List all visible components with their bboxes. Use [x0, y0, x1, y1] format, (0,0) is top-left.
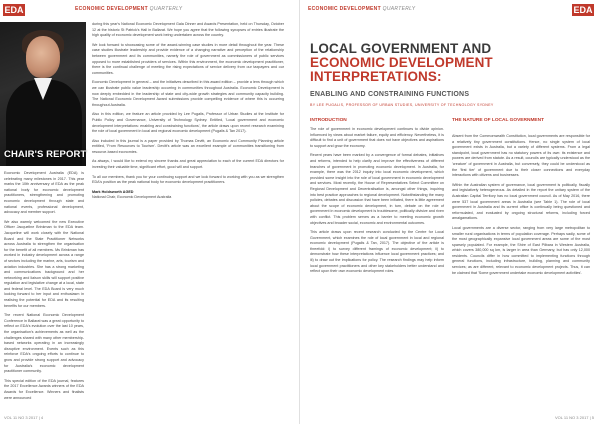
running-header-strong: ECONOMIC DEVELOPMENT — [308, 6, 381, 12]
paragraph: Local governments are a diverse sector, ranging from very large metropolitan to smaller rural organisations in terms of population coverage. Perhaps sadly, some of the most geographically expansive local government areas are some of the most sparsely populated. For example, the Shire of East Pilbara in Western Australia, which covers 380,000 sq km, is larger in area than Germany, but has only 12,000 residents. Councils differ in how committed to implementing functions through general functions, including infrastructure, building, planning and community services; as are different, relevant to economic development projects. Thus, it can be claimed that 'Some government undertake economic development activities'. — [452, 225, 590, 275]
paragraph: Recent years have been marked by a convergence of formal debates, initiatives and reforms, intended to help clarify and improve the effectiveness of different branches of government in promoting economic development. In Australia, for example, there was the 2012 inquiry into local economic development, which provided some insight into the role of local government in economic development and services. Most recently, the House of Representatives Select Committee on Regional Development and Decentralisation is, amongst other things, inquiring into best practice approaches to regional development. Notwithstanding the many policies, debates and discussion that have been initiated, there is little agreement about the scope of economic development, in turn, debate on the role of government in economic development is troublesome, politically divisive and riven with conflict. This problem serves as a barrier to meeting economic growth objectives and broader social, economic and environmental outcomes. — [310, 153, 444, 225]
photo-face — [26, 36, 60, 78]
right-page — [300, 0, 600, 424]
paragraph: Within the Australian system of governance, local government is politically, fiscally and legislatively heterogeneous. As detailed in the report the unitary system of the Australian Capital Territory has no local government council. As of May 2016, there were 537 local government areas in Australia (see Table 1). The role of local government in Australia and its current office is continually being questioned and reformulated, and evaluated by ongoing structural reforms, including forced amalgamations. — [452, 182, 590, 221]
paragraph: This special edition of the EDA journal, features the 2017 Excellence Awards winners of the EDA Awards for Excellence. Winners and finalists were announced — [4, 378, 84, 400]
paragraph: We also warmly welcomed the new Executive Officer Jacqueline Brinkman to the EDA team. Jacqueline will work closely with the National Board and the State Practitioner Networks across Australia to strengthen the organisation for the benefit of all members. Ms Brinkman has worked in industry development across a range of sectors including the marine, arts, tourism and aviation industries. She has a strong marketing and communications background and her networking and liaison skills will support positive regulation and legislative change at a local, state and federal level. The EDA Board is very much looking forward to her input and enthusiasm in realising the potential for EDA and its resulting benefits for our members. — [4, 219, 84, 308]
chairs-report-title: CHAIR'S REPORT — [4, 149, 87, 160]
paragraph: Also included in this journal is a paper provided by Thomas Devitt, an Economic and Community Planning article entitled, 'From Resources to Tourism'. Devitt's article was an excellent example of communities transitioning from resource-based economies. — [92, 138, 284, 154]
page-footer-right: VOL 11 NO 3 2017 | 5 — [554, 415, 594, 420]
paragraph: Also in this edition, we feature an article provided by Lee Pugalis, Professor of Urban Studies at the Institute for Public Policy and Governance, University of Technology Sydney. Entitled, 'Local government and economic development interpretations: enabling and constraining functions', the article draws upon recent research examining the role of local government in local and regional economic development (Pugalis & Tan 2017). — [92, 112, 284, 134]
signature-name: Mark Holdsworth AGED — [92, 189, 134, 194]
eda-logo: EDA — [4, 5, 24, 15]
paragraph: The role of government in economic development continues to divide opinion. Influenced by views about market failure, equity and efficiency. Nevertheless, it is difficult to find a unit of government that does not have objectives and aspirations to support and grow the economy. — [310, 127, 444, 148]
chair-photo — [0, 22, 86, 166]
article-title — [310, 42, 590, 84]
paragraph: during this year's National Economic Development Gala Dinner and Awards Presentation, held on Thursday, October 12 at the historic St Patrick's Hall in Ballarat. We hope you agree that the following synopses of entries illustrate the high quality of economic development work being undertaken across the country. — [92, 22, 284, 38]
article-subtitle: ENABLING AND CONSTRAINING FUNCTIONS — [310, 91, 470, 98]
signature-title: National Chair, Economic Development Australia — [92, 195, 172, 200]
running-header-strong: ECONOMIC DEVELOPMENT — [75, 6, 148, 12]
page-footer-left: VOL 11 NO 3 2017 | 4 — [4, 415, 44, 420]
running-header — [75, 6, 182, 12]
eda-logo: EDA — [573, 5, 593, 15]
right-column-2 — [452, 134, 590, 280]
right-column-1 — [310, 127, 444, 279]
article-byline: BY LEE PUGALIS, PROFESSOR OF URBAN STUDIES, UNIVERSITY OF TECHNOLOGY SYDNEY — [310, 103, 494, 107]
running-header-quarterly: QUARTERLY — [382, 6, 416, 12]
paragraph: This article draws upon recent research conducted by the Centre for Local Government, which examines the role of local government in local and regional economic development (Pugalis & Tan, 2017). The objective of the article is threefold: i) to survey different framings of economic development; ii) to demonstrate how these interpretations influence local government practices; and iii) to draw out the implications for policy. The research findings may help inform local government practitioners and other key stakeholders better understand and reflect upon their own economic development roles. — [310, 230, 444, 274]
running-header-quarterly: QUARTERLY — [149, 6, 183, 12]
left-column-2 — [92, 22, 284, 201]
paragraph: Economic Development Australia (EDA) is celebrating many milestones in 2017. This year marks the 10th anniversary of EDA as the peak national body for economic development practitioners, strengthening and promoting economic development through state and national events, professional development, advocacy and member support. — [4, 171, 84, 215]
title-line-3: INTERPRETATIONS: — [310, 69, 442, 84]
paragraph: Economic Development in general – and the initiatives described in this award edition – provide a lens through which we can illustrate public value leadership occurring in communities throughout Australia. Economic Development is now deeply embedded in the leadership of state and city-wide growth strategies and community capacity building. The National Economic Development Award submissions provide compelling evidence of where this is occurring throughout Australia. — [92, 80, 284, 107]
paragraph: We look forward to showcasing some of the award-winning case studies in more detail throughout the year. These case studies illustrate leadership and provide evidence of a changing narrative and perception of the relationship between government and its communities, namely the role of government as commissioners of public services opposed to more established providers of services. Within this environment, the economic development practitioner, there is the continual challenge of meeting the rising expectations of service delivery from our taxpayers and our communities. — [92, 42, 284, 75]
paragraph: Absent from the Commonwealth Constitution, local governments are responsible for a relatively tiny government constitutions. Hence, no single system of local government exists in Australia, but a variety of different systems. From a legal standpoint, local government has no statutory powers of its own: its existence and powers are derived from statute. As a result, councils are typically understood as the 'creature' of government in Australia, but conversely, they could be understood as the 'first tier' of government due to their closer connections and everyday interactions with citizens and businesses. — [452, 134, 590, 178]
title-line-2: ECONOMIC DEVELOPMENT — [310, 55, 493, 70]
section-heading-introduction: INTRODUCTION — [310, 118, 347, 123]
paragraph: As always, I would like to extend my sincere thanks and great appreciation to each of the current EDA directors for investing their valuable time, significant effort, good will and support. — [92, 159, 284, 170]
running-header — [308, 6, 415, 12]
paragraph: The recent National Economic Development Conference in Ballarat was a great opportunity to reflect on EDA's evolution over the last 10 years, the organisation's achievements as well as the challenges shared with many other membership-based networks operating in an increasingly disruptive environment. Events such as this reinforce EDA's ongoing efforts to continue to grow and provide strong support and advocacy for Australia's economic development practitioner community. — [4, 313, 84, 374]
section-heading-local-government: THE NATURE OF LOCAL GOVERNMENT — [452, 118, 545, 123]
title-line-1: LOCAL GOVERNMENT AND — [310, 41, 492, 56]
paragraph: To all our members, thank you for your continuing support and we look forward to working with you as we strengthen EDA's position as the peak national body for economic development practitioners. — [92, 174, 284, 185]
left-column-1 — [4, 171, 84, 405]
